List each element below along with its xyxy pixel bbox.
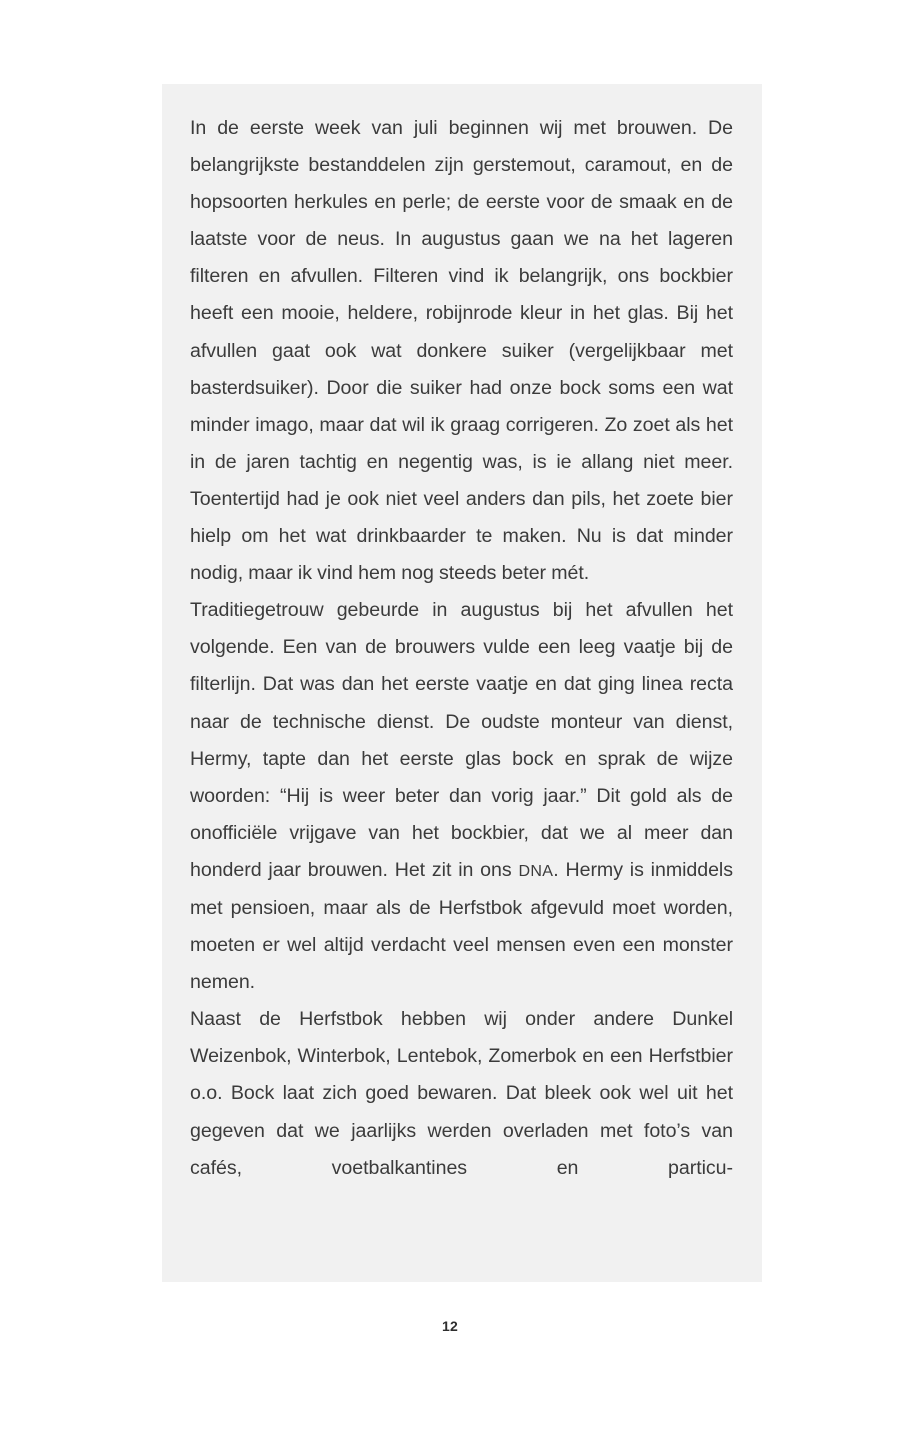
- page-number: 12: [442, 1318, 458, 1334]
- body-text: [190, 110, 733, 1187]
- dna-smallcaps: DNA: [518, 861, 554, 880]
- page-text-block: [162, 84, 762, 1282]
- paragraph-1: In de eerste week van juli beginnen wij met brouwen. De belangrijkste bestanddelen zijn gerstemout, caramout, en de hopsoorten herkules en perle; de eerste voor de smaak en de laatste voor de neus. In augustus gaan we na het lageren filteren en afvullen. Filteren vind ik belangrijk, ons bockbier heeft een mooie, heldere, robijnrode kleur in het glas. Bij het afvullen gaat ook wat donkere suiker (vergelijkbaar met basterdsuiker). Door die suiker had onze bock soms een wat minder imago, maar dat wil ik graag corrigeren. Zo zoet als het in de jaren tachtig en negentig was, is ie allang niet meer. Toentertijd had je ook niet veel anders dan pils, het zoete bier hielp om het wat drinkbaarder te maken. Nu is dat minder nodig, maar ik vind hem nog steeds beter mét.: [190, 117, 733, 585]
- paragraph-2-text-after-dna: . Hermy is inmiddels met pensioen, maar als de Herfstbok afgevuld moet worden, moeten er wel altijd verdacht veel mensen even een monster nemen.: [190, 858, 733, 994]
- paragraph-3: Naast de Herfstbok hebben wij onder andere Dunkel Weizenbok, Winterbok, Lentebok, Zomerbok en een Herfstbier o.o. Bock laat zich goed bewaren. Dat bleek ook wel uit het gegeven dat we jaarlijks werden overladen met foto’s van cafés, voetbalkantines en particu-: [190, 1008, 733, 1179]
- paragraph-2: [190, 592, 733, 1001]
- paragraph-2-text-before-dna: Traditiegetrouw gebeurde in augustus bij het afvullen het volgende. Een van de brouwers vulde een leeg vaatje bij de filterlijn. Dat was dan het eerste vaatje en dat ging linea recta naar de technische dienst. De oudste monteur van dienst, Hermy, tapte dan het eerste glas bock en sprak de wijze woorden: “Hij is weer beter dan vorig jaar.” Dit gold als de onofficiële vrijgave van het bockbier, dat we al meer dan honderd jaar brouwen. Het zit in ons: [190, 599, 733, 881]
